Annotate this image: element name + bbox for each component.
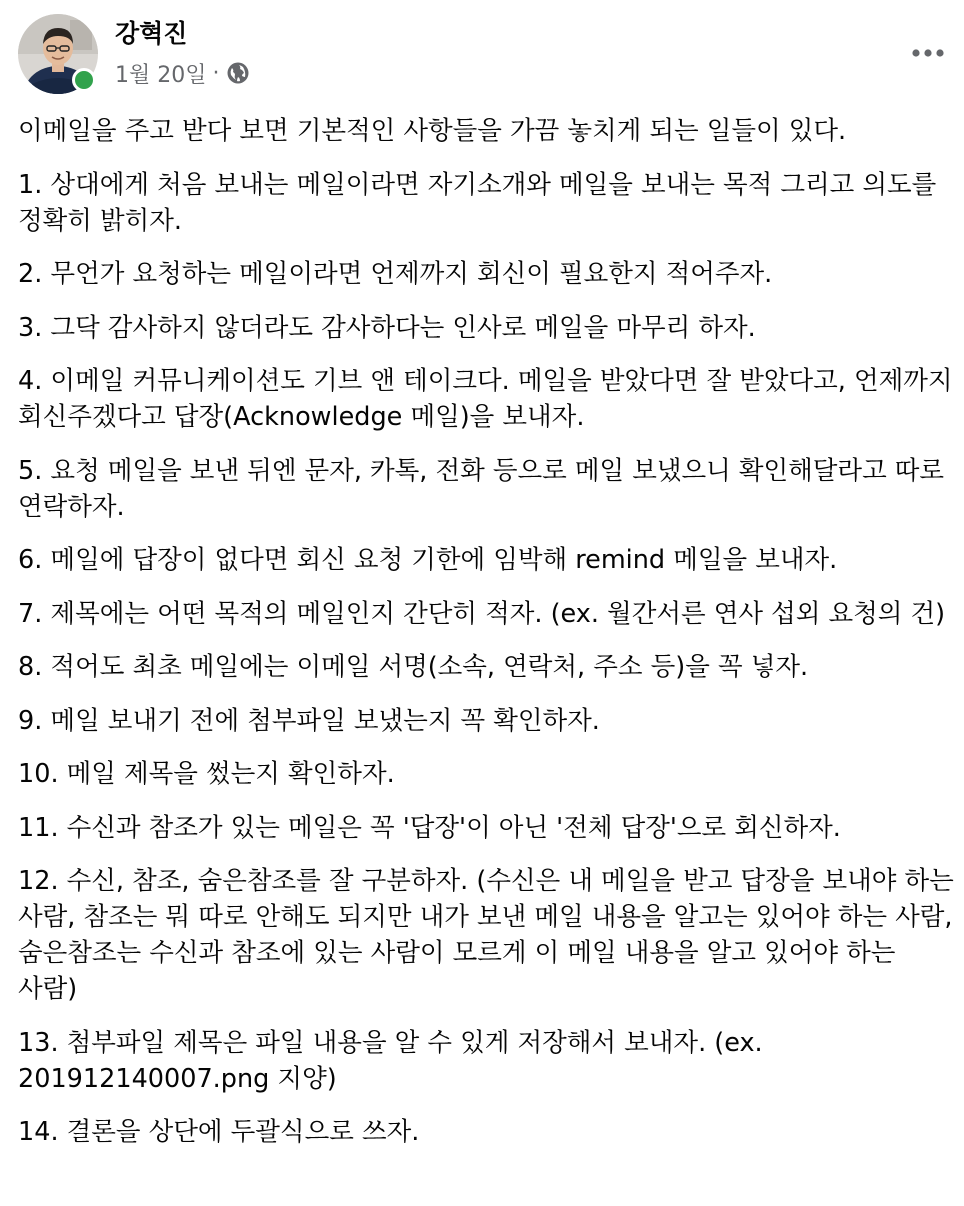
- post-paragraph: 3. 그닥 감사하지 않더라도 감사하다는 인사로 메일을 마무리 하자.: [18, 312, 756, 343]
- meta-separator: ·: [212, 60, 220, 86]
- post-paragraph: 이메일을 주고 받다 보면 기본적인 사항들을 가끔 놓치게 되는 일들이 있다.: [18, 116, 847, 146]
- post-paragraph: 4. 이메일 커뮤니케이션도 기브 앤 테이크다. 메일을 받았다면 잘 받았다고, 언제까지 회신주겠다고 답장(Acknowledge 메일)을 보내자.: [18, 366, 961, 432]
- post-header: [18, 14, 948, 98]
- author-name[interactable]: 강혁진: [115, 19, 188, 48]
- more-options-button[interactable]: [908, 38, 948, 68]
- post-paragraph: 7. 제목에는 어떤 목적의 메일인지 간단히 적자. (ex. 월간서른 연사 섭외 요청의 건): [18, 598, 946, 629]
- globe-icon[interactable]: [226, 61, 250, 85]
- post-paragraph: 10. 메일 제목을 썼는지 확인하자.: [18, 759, 395, 789]
- post-paragraph: 5. 요청 메일을 보낸 뒤엔 문자, 카톡, 전화 등으로 메일 보냈으니 확인해달라고 따로 연락하자.: [18, 455, 953, 522]
- post-paragraph: 11. 수신과 참조가 있는 메일은 꼭 '답장'이 아닌 '전체 답장'으로 회신하자.: [18, 812, 841, 843]
- post-paragraph: 6. 메일에 답장이 없다면 회신 요청 기한에 임박해 remind 메일을 보내자.: [18, 545, 838, 575]
- post-date[interactable]: 1월 20일: [115, 62, 207, 88]
- post-text: [18, 113, 962, 1168]
- post-paragraph: 1. 상대에게 처음 보내는 메일이라면 자기소개와 메일을 보내는 목적 그리고 의도를 정확히 밝히자.: [18, 169, 945, 236]
- post-paragraph: 14. 결론을 상단에 두괄식으로 쓰자.: [18, 1117, 420, 1147]
- post-meta: [115, 58, 250, 88]
- post-paragraph: 2. 무언가 요청하는 메일이라면 언제까지 회신이 필요한지 적어주자.: [18, 259, 773, 289]
- post-paragraph: 13. 첨부파일 제목은 파일 내용을 알 수 있게 저장해서 보내자. (ex. 201912140007.png 지양): [18, 1027, 771, 1094]
- post-paragraph: 12. 수신, 참조, 숨은참조를 잘 구분하자. (수신은 내 메일을 받고 답장을 보내야 하는 사람, 참조는 뭐 따로 안해도 되지만 내가 보낸 메일 내용을 알고는 있어야 하는 사람, 숨은참조는 수신과 참조에 있는 사람이 모르게 이 메일 내용을 알고 있어야 하는 사람): [18, 866, 962, 1004]
- more-options-icon: [911, 48, 945, 58]
- post-paragraph: 8. 적어도 최초 메일에는 이메일 서명(소속, 연락처, 주소 등)을 꼭 넣자.: [18, 652, 809, 682]
- avatar[interactable]: [18, 14, 98, 94]
- online-status-dot: [72, 68, 96, 92]
- post-paragraph: 9. 메일 보내기 전에 첨부파일 보냈는지 꼭 확인하자.: [18, 705, 600, 736]
